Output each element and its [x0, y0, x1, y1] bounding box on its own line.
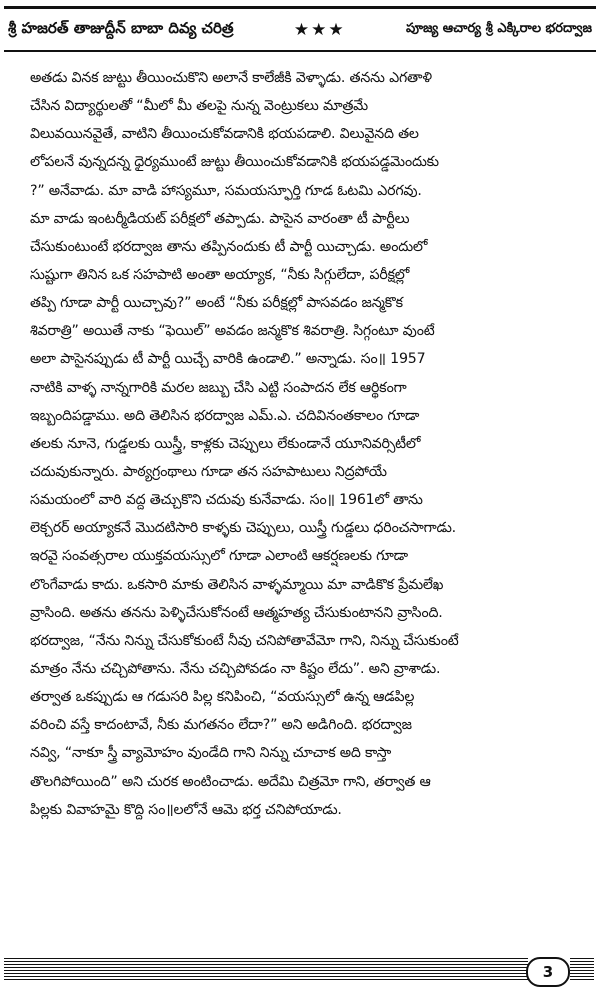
body-line: లోపలనే వున్నదన్న ధైర్యముంటే జుట్టు తీయించుకోవడానికి భయపడ్డమెందుకు — [30, 154, 439, 171]
footer-rule-line — [4, 964, 528, 965]
footer-rule-line — [570, 976, 594, 977]
footer-rule-line — [570, 970, 594, 971]
body-line: ?” అనేవాడు. మా వాడి హాస్యమూ, సమయస్ఫూర్తి గూడ ఓటమి ఎరగవు. — [30, 182, 422, 199]
body-line: ఇబ్బందిపడ్డాము. అది తెలిసిన భరద్వాజ ఎమ్.ఎ. చదివినంతకాలం గూడా — [30, 407, 420, 424]
header-stars-ornament: ★★★ — [293, 20, 346, 40]
body-line: అతడు వినక జుట్టు తీయించుకొని అలానే కాలేజీకి వెళ్ళాడు. తనను ఎగతాళి — [30, 70, 432, 86]
header-bottom-rule — [4, 50, 596, 52]
footer-rule-line — [4, 961, 528, 962]
footer-rule-line — [4, 973, 528, 974]
body-line: వ్రాసింది. అతను తనను పెళ్ళిచేసుకోనంటే ఆత్మహత్య చేసుకుంటానని వ్రాసింది. — [30, 604, 443, 621]
body-line: పిల్లకు వివాహమై కొద్ది సం॥లలోనే ఆమె భర్త చనిపోయాడు. — [30, 801, 342, 818]
body-line: చేసుకుంటుంటే భరద్వాజ తాను తప్పినందుకు టీ పార్టీ యిచ్చాడు. అందులో — [30, 238, 428, 255]
body-line: అలా పాసైనప్పుడు టీ పార్టీ యిచ్చే వారికి ఉండాలి.” అన్నాడు. సం॥ 1957 — [30, 351, 426, 368]
footer-rule-line — [570, 967, 594, 968]
header-author: పూజ్య ఆచార్య శ్రీ ఎక్కిరాల భరద్వాజ — [405, 21, 592, 36]
body-line: నాటికి వాళ్ళ నాన్నగారికి మరల జబ్బు చేసి ఎట్టి సంపాదన లేక ఆర్థికంగా — [30, 379, 407, 396]
body-line: లెక్చరర్ అయ్యాకనే మొదటిసారి కాళ్ళకు చెప్పులు, యిస్త్రీ గుడ్డలు ధరించసాగాడు. — [30, 520, 456, 537]
footer-ruled-lines — [4, 958, 528, 980]
footer-rule-line — [4, 967, 528, 968]
body-line: చేసిన విద్యార్థులతో “మీలో మీ తలపై నున్న వెంట్రుకలు మాత్రమే — [30, 98, 368, 115]
body-line: తొలగిపోయింది” అని చురక అంటించాడు. అదేమి చిత్రమో గాని, తర్వాత ఆ — [30, 773, 431, 790]
body-line: భరద్వాజ, “నేను నిన్ను చేసుకోకుంటే నీవు చనిపోతావేమో గాని, నిన్ను చేసుకుంటే — [30, 632, 459, 649]
footer-rule-line — [570, 964, 594, 965]
body-line: తర్వాత ఒకప్పుడు ఆ గడుసరి పిల్ల కనిపించి, “వయస్సులో ఉన్న ఆడపిల్ల — [30, 689, 415, 706]
footer-rule-line — [570, 979, 594, 980]
footer-rule-line — [570, 973, 594, 974]
body-line: మా వాడు ఇంటర్మీడియట్ పరీక్షలో తప్పాడు. పాసైన వారంతా టీ పార్టీలు — [30, 210, 410, 227]
body-paragraph — [30, 64, 582, 824]
body-line: శివరాత్రి” అయితే నాకు “ఫెయిల్” అవడం జన్మకొక శివరాత్రి. సిగ్గంటూ వుంటే — [30, 323, 435, 340]
body-line: నవ్వి, “నాకూ స్త్రీ వ్యామోహం వుండేది గాని నిన్ను చూచాక అది కాస్తా — [30, 745, 392, 762]
body-line: సమయంలో వారి వద్ద తెచ్చుకొని చదువు కునేవాడు. సం॥ 1961లో తాను — [30, 492, 423, 509]
footer-rule-line — [570, 958, 594, 959]
body-line: తప్పి గూడా పార్టీ యిచ్చావు?” అంటే “నీకు పరీక్షల్లో పాసవడం జన్మకొక — [30, 295, 403, 312]
footer-rule-line — [4, 958, 528, 959]
body-line: లొంగేవాడు కాదు. ఒకసారి మాకు తెలిసిన వాళ్ళమ్మాయి మా వాడికొక ప్రేమలేఖ — [30, 576, 444, 593]
body-line: మాత్రం నేను చచ్చిపోతాను. నేను చచ్చిపోవడం నా కిష్టం లేదు”. అని వ్రాశాడు. — [30, 660, 441, 677]
footer-ruled-lines-tail — [570, 958, 594, 980]
body-line: ఇరవై సంవత్సరాల యుక్తవయస్సులో గూడా ఎలాంటి ఆకర్షణలకు గూడా — [30, 548, 408, 565]
body-line: తలకు నూనె, గుడ్డలకు యిస్త్రీ, కాళ్లకు చెప్పులు లేకుండానే యూనివర్సిటీలో — [30, 435, 421, 452]
header-top-rule — [4, 6, 596, 9]
body-line: చదువుకున్నారు. పాఠ్యగ్రంథాలు గూడా తన సహపాటులు నిద్రపోయే — [30, 463, 387, 480]
page-number: 3 — [526, 957, 570, 987]
header-book-title: శ్రీ హజరత్ తాజుద్దీన్ బాబా దివ్య చరిత్ర — [8, 19, 234, 37]
footer-rule-line — [4, 979, 528, 980]
body-line: సుష్టుగా తినిన ఒక సహపాటి అంతా అయ్యాక, “నీకు సిగ్గులేదా, పరీక్షల్లో — [30, 266, 410, 283]
footer-rule-line — [570, 961, 594, 962]
header-text-row — [8, 14, 592, 46]
footer-rule-line — [4, 976, 528, 977]
body-line: వరించి వస్తే కాదంటావే, నీకు మగతనం లేదా?” అని అడిగింది. భరద్వాజ — [30, 717, 412, 734]
footer-rule-line — [4, 970, 528, 971]
running-header — [0, 0, 600, 58]
body-line: విలువయినవైతే, వాటిని తీయించుకోవడానికి భయపడాలి. విలువైనది తల — [30, 126, 419, 143]
